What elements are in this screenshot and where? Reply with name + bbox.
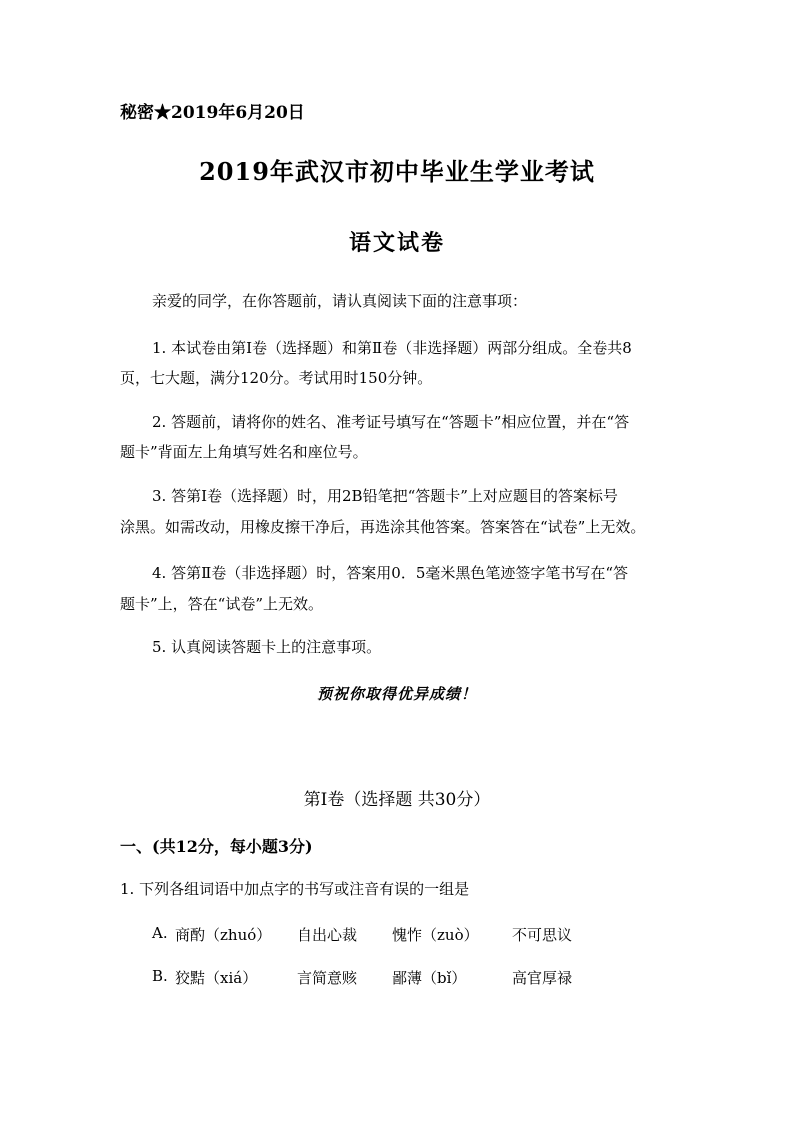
section-title: 第Ⅰ卷（选择题 共30分） [303, 790, 491, 810]
question-1-stem: 1. 下列各组词语中加点字的书写或注音有误的一组是 [120, 880, 470, 898]
notice-item-1-line2: 页，七大题，满分120分。考试用时150分钟。 [120, 369, 433, 387]
option-word: 自出心裁 [297, 926, 358, 944]
good-luck-message: 预祝你取得优异成绩！ [316, 685, 477, 703]
option-word: 商酌（zhuó） [175, 926, 272, 944]
exam-title: 2019年武汉市初中毕业生学业考试 [199, 157, 595, 186]
confidential-date: 秘密★2019年6月20日 [120, 103, 305, 123]
option-label: A. [152, 924, 168, 942]
notice-item-3-line1: 3. 答第Ⅰ卷（选择题）时，用2B铅笔把“答题卡”上对应题目的答案标号 [152, 487, 618, 505]
notice-item-3-line2: 涂黑。如需改动，用橡皮擦干净后，再选涂其他答案。答案答在“试卷”上无效。 [120, 518, 646, 536]
notice-item-4-line2: 题卡”上，答在“试卷”上无效。 [120, 595, 324, 613]
option-word: 鄙薄（bǐ） [392, 969, 467, 987]
exam-subtitle: 语文试卷 [348, 230, 445, 256]
option-word: 不可思议 [512, 926, 573, 944]
notice-greeting: 亲爱的同学，在你答题前，请认真阅读下面的注意事项： [152, 292, 528, 310]
option-word: 言简意赅 [297, 969, 358, 987]
notice-item-2-line2: 题卡”背面左上角填写姓名和座位号。 [120, 443, 368, 461]
option-word: 狡黠（xiá） [175, 969, 258, 987]
option-word: 愧怍（zuò） [392, 926, 479, 944]
option-label: B. [152, 967, 168, 985]
part-heading: 一、(共12分，每小题3分) [120, 837, 313, 856]
notice-item-4-line1: 4. 答第Ⅱ卷（非选择题）时，答案用0．5毫米黑色笔迹签字笔书写在“答 [152, 564, 629, 582]
notice-item-1-line1: 1. 本试卷由第Ⅰ卷（选择题）和第Ⅱ卷（非选择题）两部分组成。全卷共8 [152, 339, 632, 357]
notice-item-5: 5. 认真阅读答题卡上的注意事项。 [152, 638, 382, 656]
option-word: 高官厚禄 [512, 969, 573, 987]
notice-item-2-line1: 2. 答题前，请将你的姓名、准考证号填写在“答题卡”相应位置，并在“答 [152, 413, 630, 431]
